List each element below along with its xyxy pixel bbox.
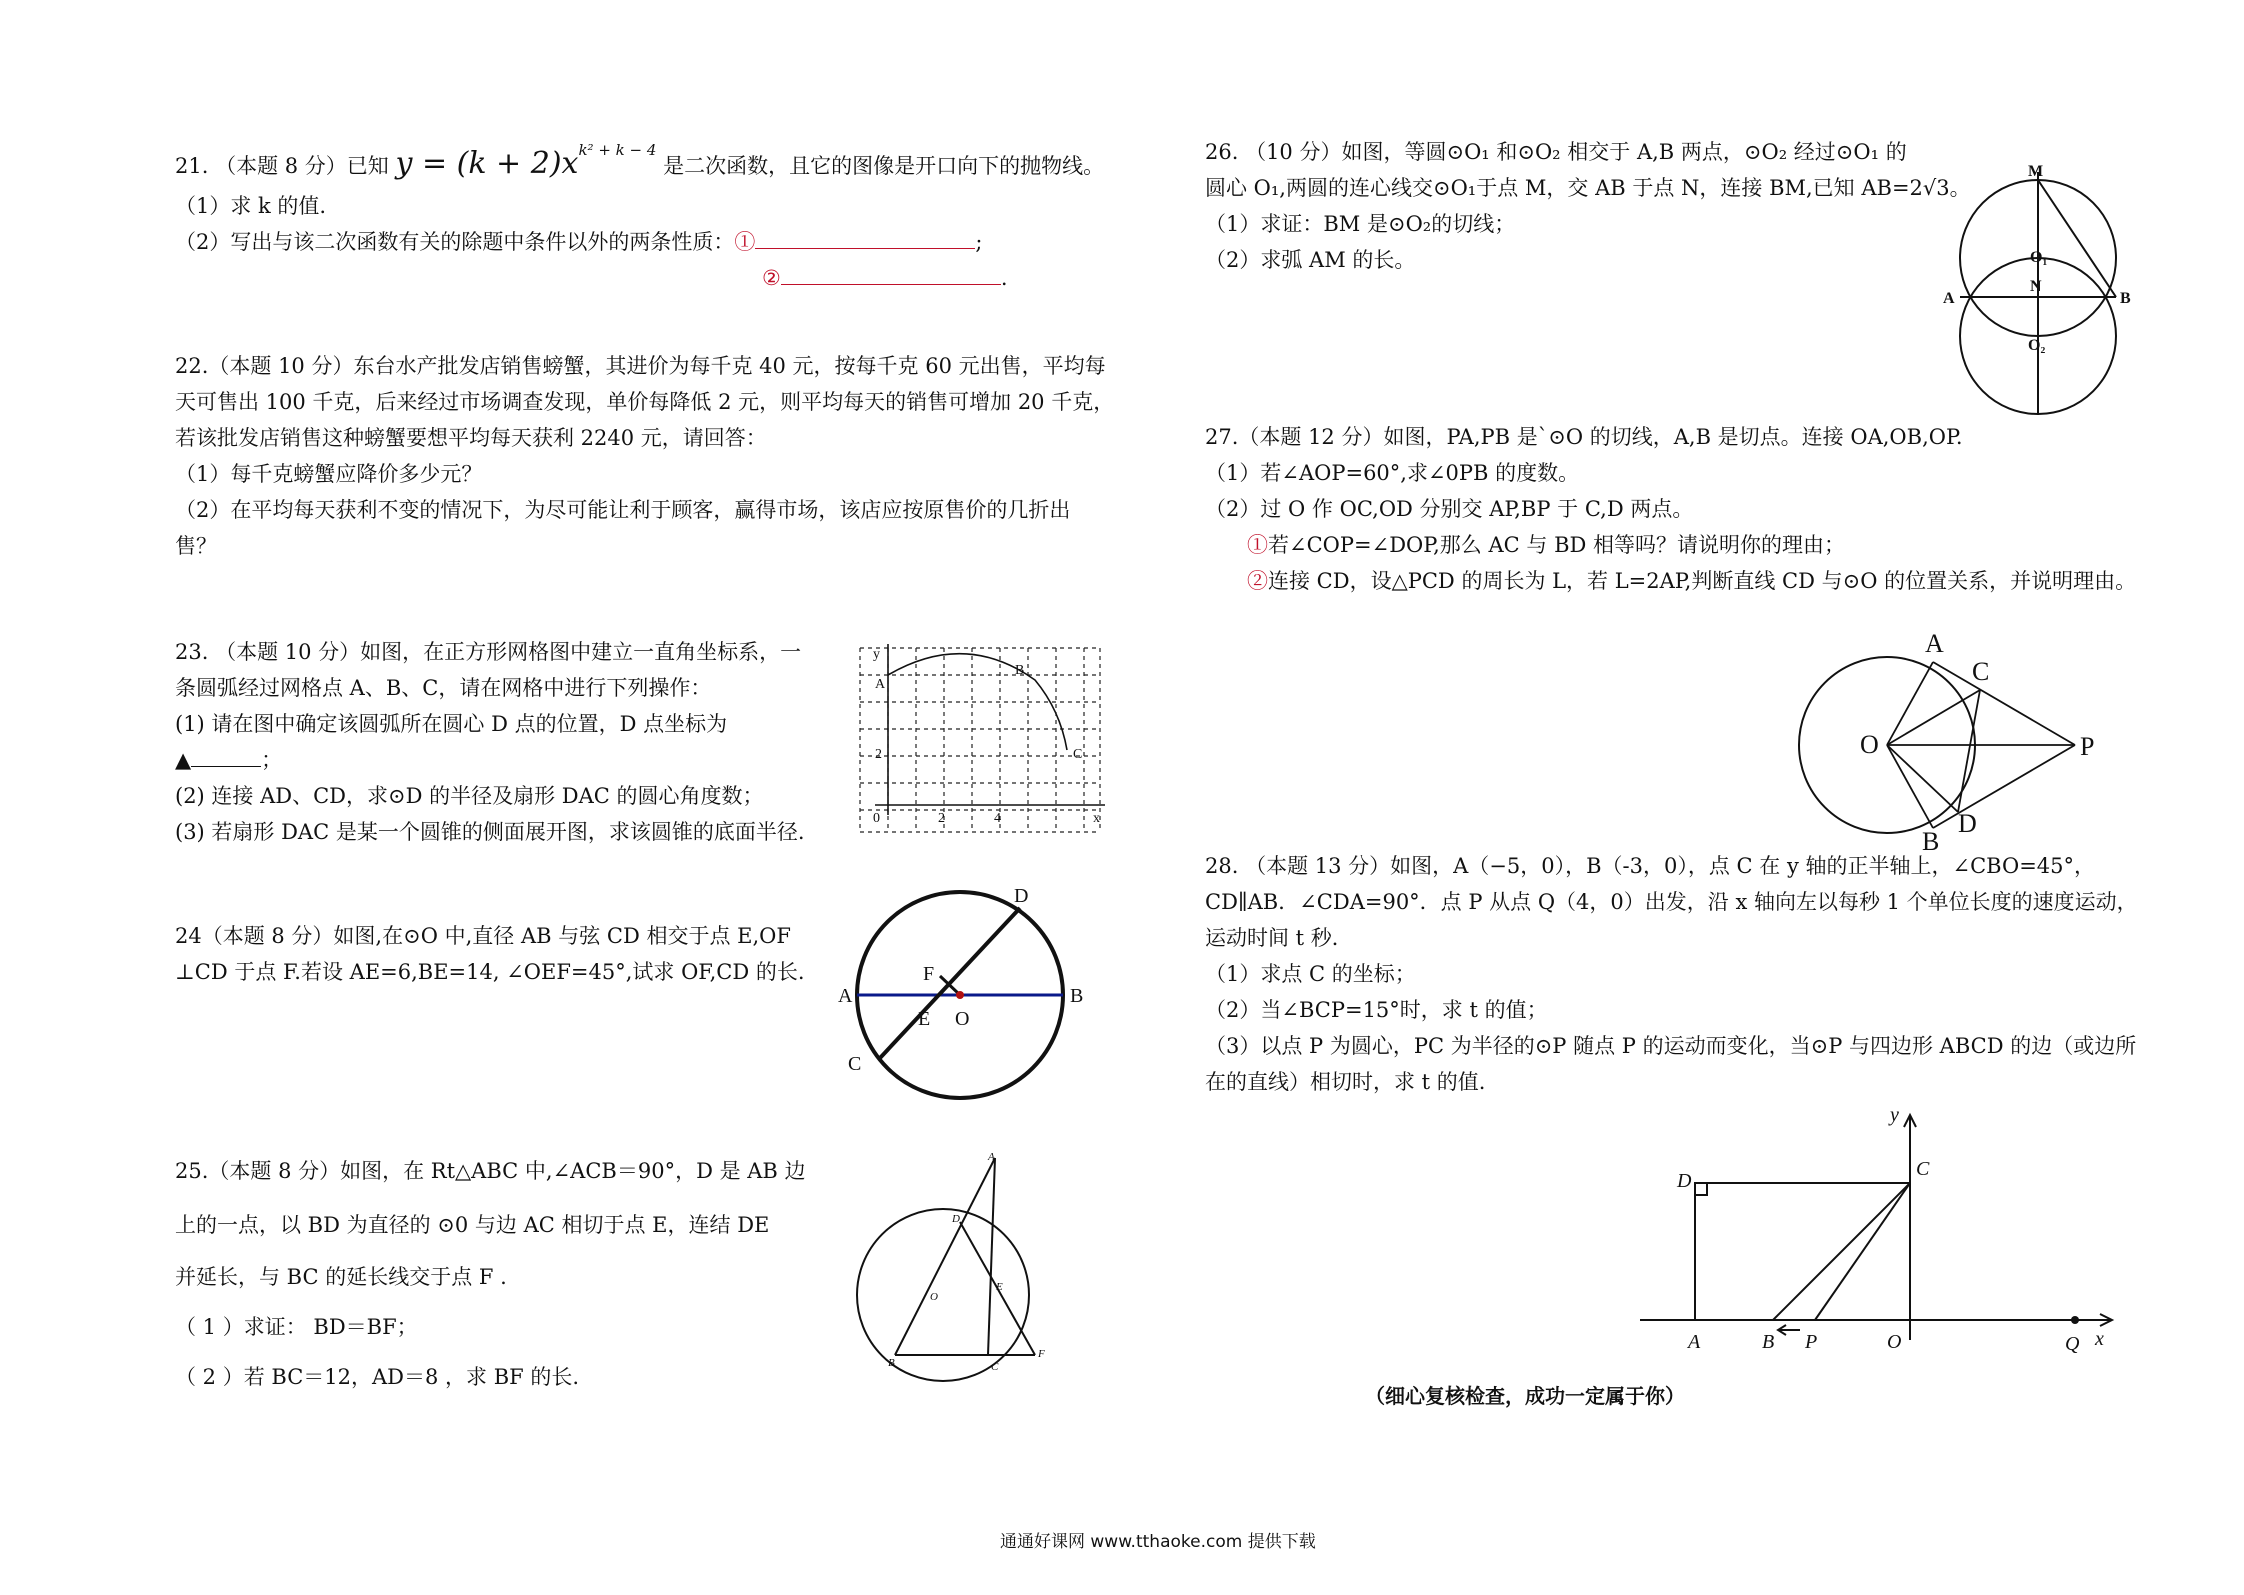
q24-label-C: C [848, 1053, 862, 1075]
q28-line-1: 28. （本题 13 分）如图，A（−5，0），B（-3，0），点 C 在 y 轴的正半轴上，∠CBO=45°， [1205, 854, 2096, 878]
q22-line-5: （2）在平均每天获利不变的情况下，为尽可能让利于顾客，赢得市场，该店应按原售价的几折出 [175, 498, 1071, 522]
q28-label-P: P [1805, 1331, 1818, 1353]
q24-label-D: D [1014, 885, 1029, 907]
q24-line-2: ⊥CD 于点 F.若设 AE=6,BE=14, ∠OEF=45°,试求 OF,CD 的长. [175, 960, 805, 984]
q27-line-2: （1）若∠AOP=60°,求∠0PB 的度数。 [1205, 461, 1580, 485]
q27-line-4: 若∠COP=∠DOP,那么 AC 与 BD 相等吗？请说明你的理由； [1268, 533, 1846, 557]
q23-line-5: (2) 连接 AD、CD，求⊙D 的半径及扇形 DAC 的圆心角度数； [175, 784, 764, 808]
q23-tick-x-4: 4 [994, 811, 1001, 826]
q28-label-D: D [1677, 1170, 1692, 1192]
q23-semicolon: ； [261, 748, 283, 772]
q25-label-E: E [996, 1281, 1003, 1293]
q21-tail: 是二次函数，且它的图像是开口向下的抛物线。 [663, 154, 1105, 178]
q22-line-1: 22.（本题 10 分）东台水产批发店销售螃蟹，其进价为每千克 40 元，按每千克 60 元出售，平均每 [175, 354, 1106, 378]
q27-tangent-figure [1790, 620, 2130, 856]
q25-label-O: O [930, 1291, 938, 1303]
q25-label-B: B [888, 1357, 895, 1369]
q23-line-1: 23. （本题 10 分）如图，在正方形网格图中建立一直角坐标系，一 [175, 640, 802, 664]
q23-label-B: B [1015, 663, 1025, 678]
q28-label-A: A [1688, 1331, 1701, 1353]
q28-label-B: B [1762, 1331, 1775, 1353]
q24-label-F: F [923, 963, 935, 985]
q28-coordinate-figure [1640, 1105, 2140, 1355]
q23-tick-y-2: 2 [875, 747, 882, 762]
q23-tick-x-2: 2 [938, 811, 945, 826]
q28-line-6: （3）以点 P 为圆心，PC 为半径的⊙P 随点 P 的运动而变化，当⊙P 与四边形 ABCD 的边（或边所 [1205, 1034, 2137, 1058]
q25-label-F: F [1038, 1348, 1045, 1360]
question-22 [175, 348, 1114, 564]
q24-label-A: A [838, 985, 853, 1007]
q25-line-4: （ 1 ）求证： BD＝BF； [175, 1315, 418, 1339]
q28-line-2: CD∥AB．∠CDA=90°．点 P 从点 Q（4，0）出发，沿 x 轴向左以每秒 1 个单位长度的速度运动， [1205, 890, 2138, 914]
q25-label-C: C [991, 1361, 999, 1373]
question-25 [175, 1144, 806, 1402]
question-27 [1205, 419, 2136, 599]
q25-triangle-figure [855, 1150, 1055, 1380]
q28-label-C: C [1916, 1158, 1930, 1180]
q26-circles-figure [1940, 160, 2140, 420]
q24-label-B: B [1070, 985, 1084, 1007]
question-24 [175, 918, 805, 990]
q24-line-1: 24（本题 8 分）如图,在⊙O 中,直径 AB 与弦 CD 相交于点 E,OF [175, 924, 791, 948]
q23-label-origin: 0 [873, 811, 880, 826]
q25-line-1: 25.（本题 8 分）如图，在 Rt△ABC 中,∠ACB＝90°，D 是 AB 边 [175, 1159, 806, 1183]
q26-label-M: M [2028, 163, 2044, 180]
q26-label-B: B [2120, 290, 2131, 307]
q28-label-O: O [1887, 1331, 1902, 1353]
q26-line-3: （1）求证：BM 是⊙O₂的切线； [1205, 212, 1516, 236]
q28-line-4: （1）求点 C 的坐标； [1205, 962, 1416, 986]
q21-part2: （2）写出与该二次函数有关的除题中条件以外的两条性质： [175, 230, 735, 254]
q28-line-5: （2）当∠BCP=15°时，求 t 的值； [1205, 998, 1548, 1022]
q27-label-D: D [1958, 809, 1977, 838]
q28-label-y: y [1890, 1104, 1899, 1126]
q21-end-1: ; [975, 230, 983, 254]
q22-line-6: 售？ [175, 534, 217, 558]
q21-marker-1: ① [734, 230, 756, 254]
q21-marker-2: ② [762, 266, 781, 290]
question-28 [1205, 848, 2138, 1100]
q27-label-P: P [2080, 732, 2095, 761]
q25-label-D: D [952, 1213, 960, 1225]
encouragement-note: （细心复核检查，成功一定属于你） [1365, 1384, 1685, 1408]
question-23 [175, 634, 805, 850]
q26-label-O2: O₂ [2028, 337, 2046, 354]
q24-label-E: E [918, 1008, 931, 1030]
q26-line-1: 26. （10 分）如图，等圆⊙O₁ 和⊙O₂ 相交于 A,B 两点，⊙O₂ 经过⊙O₁ 的 [1205, 140, 1907, 164]
q21-end-2: . [1000, 266, 1008, 290]
q27-line-5: 连接 CD，设△PCD 的周长为 L，若 L=2AP,判断直线 CD 与⊙O 的位置关系，并说明理由。 [1268, 569, 2137, 593]
question-26 [1205, 134, 1971, 278]
q27-marker-2: ② [1247, 569, 1268, 593]
q27-label-B: B [1922, 827, 1940, 856]
q28-line-7: 在的直线）相切时，求 t 的值. [1205, 1070, 1486, 1094]
q27-marker-1: ① [1247, 533, 1268, 557]
q23-arc [888, 654, 1067, 750]
q23-line-2: 条圆弧经过网格点 A、B、C，请在网格中进行下列操作： [175, 676, 712, 700]
q24-circle-figure [830, 880, 1090, 1100]
q21-answer-blank-1[interactable] [755, 230, 975, 249]
q22-line-4: （1）每千克螃蟹应降价多少元？ [175, 462, 483, 486]
q23-answer-blank[interactable] [191, 748, 261, 767]
q25-line-2: 上的一点，以 BD 为直径的 ⊙0 与边 AC 相切于点 E，连结 DE [175, 1213, 770, 1237]
q21-part1: （1）求 k 的值. [175, 194, 327, 218]
q25-line-5: （ 2 ）若 BC＝12，AD＝8 ，求 BF 的长. [175, 1365, 580, 1389]
q28-line-3: 运动时间 t 秒． [1205, 926, 1353, 950]
q26-line-2: 圆心 O₁,两圆的连心线交⊙O₁于点 M，交 AB 于点 N，连接 BM,已知 AB=2√3。 [1205, 176, 1971, 200]
q23-grid-figure [855, 640, 1115, 840]
q27-line-3: （2）过 O 作 OC,OD 分别交 AP,BP 于 C,D 两点。 [1205, 497, 1694, 521]
q24-label-O: O [955, 1008, 970, 1030]
q27-label-A: A [1925, 629, 1944, 658]
source-site: 通通好课网 www.tthaoke.com 提供下载 [1000, 1532, 1316, 1552]
q26-label-A: A [1943, 290, 1955, 307]
q28-label-Q: Q [2065, 1333, 2080, 1355]
q23-line-3: (1) 请在图中确定该圆弧所在圆心 D 点的位置，D 点坐标为 [175, 712, 728, 736]
q27-line-1: 27.（本题 12 分）如图，PA,PB 是`⊙O 的切线，A,B 是切点。连接 OA,OB,OP. [1205, 425, 1963, 449]
q28-label-x: x [2095, 1328, 2104, 1350]
q23-label-A: A [875, 677, 886, 692]
q24-chord-CD [880, 908, 1020, 1058]
q28-rectangle-ABCD [1695, 1183, 1910, 1320]
q26-line-4: （2）求弧 AM 的长。 [1205, 248, 1416, 272]
question-21 [175, 128, 1104, 296]
q28-point-Q [2071, 1316, 2079, 1324]
q23-label-x: x [1093, 811, 1100, 826]
q21-answer-blank-2[interactable] [781, 266, 1001, 285]
q26-label-N: N [2030, 278, 2042, 295]
q23-label-C: C [1073, 747, 1083, 762]
q21-formula: $y = (k + 2)x^{k^2 + k - 4}$ [395, 141, 657, 181]
q23-line-6: (3) 若扇形 DAC 是某一个圆锥的侧面展开图，求该圆锥的底面半径. [175, 820, 805, 844]
q26-label-O1: O₁ [2030, 249, 2048, 266]
q23-label-y: y [873, 647, 880, 662]
q25-label-A: A [988, 1151, 995, 1163]
q22-line-2: 天可售出 100 千克，后来经过市场调查发现，单价每降低 2 元，则平均每天的销售可增加 20 千克， [175, 390, 1115, 414]
q25-line-3: 并延长，与 BC 的延长线交于点 F . [175, 1265, 507, 1289]
q21-lead: 21. （本题 8 分）已知 [175, 154, 389, 178]
q27-label-C: C [1972, 657, 1990, 686]
q22-line-3: 若该批发店销售这种螃蟹要想平均每天获利 2240 元，请回答： [175, 426, 767, 450]
q24-center-dot [956, 991, 964, 999]
q27-label-O: O [1860, 730, 1879, 759]
q23-answer-marker: ▲ [175, 748, 192, 772]
